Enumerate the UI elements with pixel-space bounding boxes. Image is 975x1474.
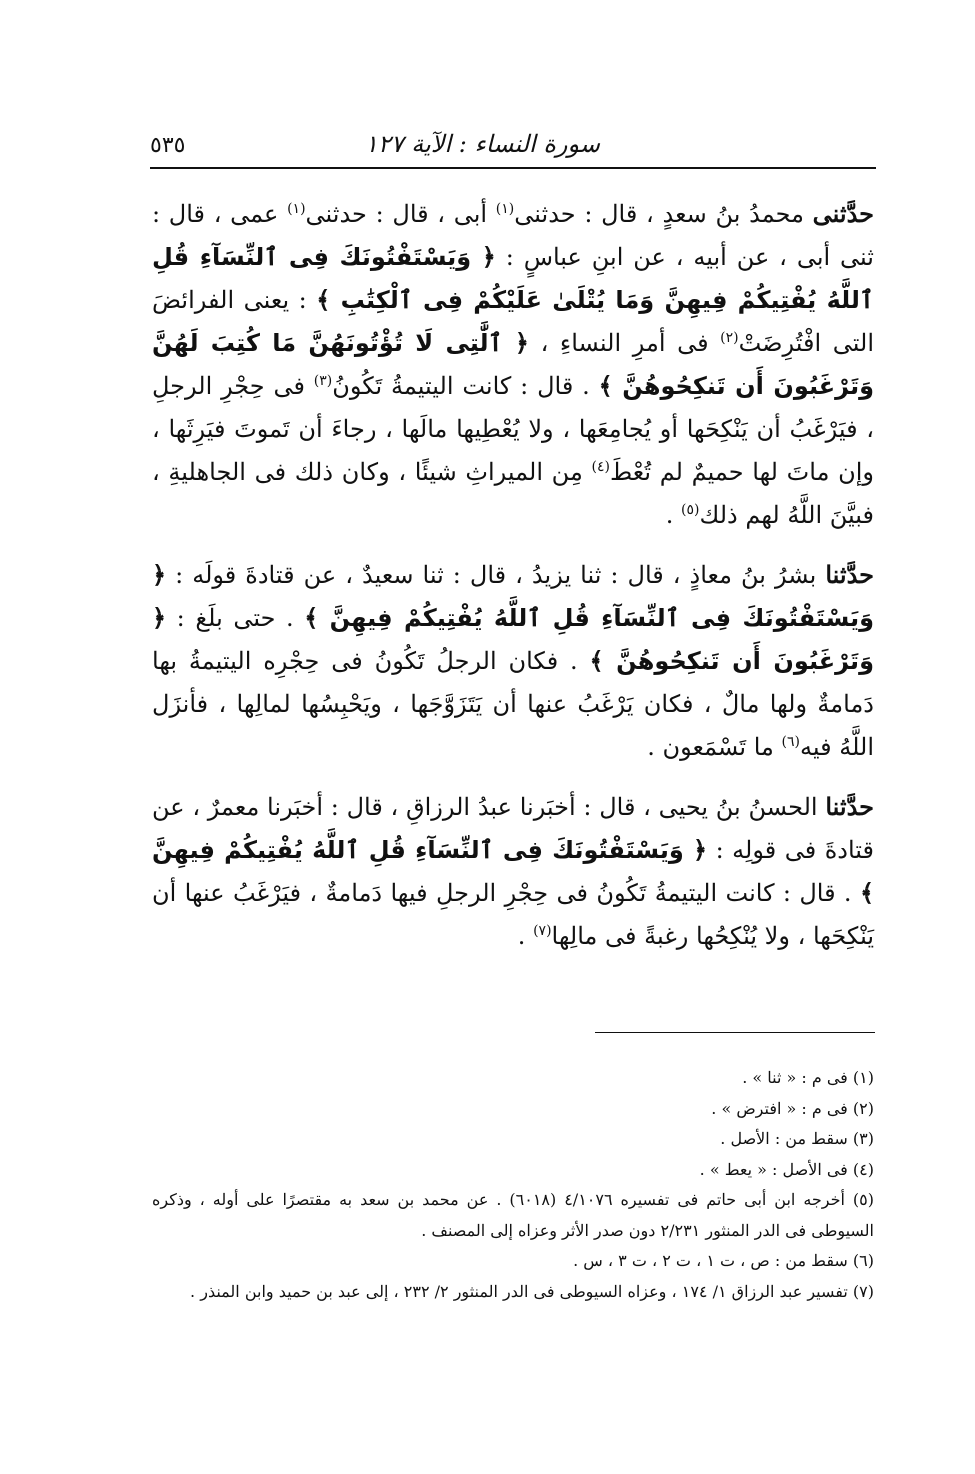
footnote-marker: (٦) (781, 734, 800, 750)
footnote: (٧) تفسير عبد الرزاق ١/ ١٧٤ ، وعزاه السيوطى فى الدر المنثور ٢/ ٢٣٢ ، إلى عبد بن حميد وابن المنذر . (190, 1281, 874, 1301)
narration-lead: حدَّثنا (825, 560, 874, 589)
paragraph (152, 785, 874, 958)
text-segment: . حتى بلَغ : (166, 604, 305, 632)
footnote: (٣) سقط من : الأصل . (720, 1129, 874, 1148)
footnote-marker: (٥) (681, 502, 700, 518)
quran-verse: ﴿ ٱلَّٰتِى لَا تُؤْتُونَهُنَّ مَا كُتِبَ لَهُنَّ وَتَرْغَبُونَ أَن تَنكِحُوهُنَّ ﴾ (152, 329, 874, 400)
quran-verse: ﴿ وَيَسْتَفْتُونَكَ فِى ٱلنِّسَآءِ قُلِ ٱللَّهُ يُفْتِيكُمْ فِيهِنَّ ﴾ (152, 836, 874, 907)
narration-lead: حدَّثنا (825, 792, 874, 821)
text-segment: الحسنُ بنُ يحيى ، قال : أخبَرنا عبدُ الرزاقِ ، قال : أخبَرنا معمرٌ ، عن قتادةَ فى قولِه : (152, 793, 875, 864)
footnote-marker: (١) (287, 201, 306, 217)
text-segment: مِن الميراثِ شيئًا ، وكان ذلك فى الجاهليةِ ، فبيَّنَ اللَّهُ لهم ذلك (152, 458, 874, 529)
page-header (150, 118, 876, 158)
text-segment: فى أمرِ النساءِ ، (529, 329, 721, 357)
header-rule (150, 167, 876, 169)
quran-verse: ﴿ وَيَسْتَفْتُونَكَ فِى ٱلنِّسَآءِ قُلِ ٱللَّهُ يُفْتِيكُمْ فِيهِنَّ وَمَا يُتْلَىٰ عَلَيْكُمْ فِى ٱلْكِتَٰبِ ﴾ (152, 243, 874, 314)
main-text (152, 192, 874, 958)
text-segment: عمى ، قال : ثنى أبى ، عن أبيه ، عن ابنِ عباسٍ : (152, 200, 874, 271)
page-number: ٥٣٥ (150, 133, 186, 158)
footnote: (١) فى م : « ثنا » . (742, 1068, 874, 1087)
footnotes (152, 1063, 874, 1307)
text-segment: . (517, 922, 534, 950)
text-segment: بشرُ بنُ معاذٍ ، قال : ثنا يزيدُ ، قال : ثنا سعيدٌ ، عن قتادةَ قولَه : (166, 561, 826, 589)
footnote: (٦) سقط من : ص ، ت ١ ، ت ٢ ، ت ٣ ، س . (573, 1251, 874, 1270)
footnote-marker: (٧) (533, 923, 552, 939)
footnote-marker: (٢) (720, 330, 739, 346)
text-segment: ما تَسْمَعون . (647, 733, 782, 761)
quran-verse: ﴿ وَيَسْتَفْتُونَكَ فِى ٱلنِّسَآءِ قُلِ ٱللَّهُ يُفْتِيكُمْ فِيهِنَّ ﴾ (152, 561, 874, 632)
paragraph (152, 553, 874, 769)
text-segment: . فكان الرجلُ تَكُونُ فى حِجْرِه اليتيمةُ بها دَمامةٌ ولها مالٌ ، فكان يَرْغَبُ عنها أن يَتَزَوَّجَها ، ويَحْبِسُها لمالِها ، فأنزَل اللَّهُ فيه (152, 647, 874, 761)
text-segment: : يعنى الفرائضَ التى افْتُرِضَتْ (152, 286, 874, 357)
quran-verse: ﴿ وَتَرْغَبُونَ أَن تَنكِحُوهُنَّ ﴾ (152, 604, 874, 675)
paragraph (152, 192, 874, 537)
footnote: (٤) فى الأصل : « يعط » . (699, 1159, 874, 1179)
text-segment: . قال : كانت اليتيمةُ تَكُونُ (332, 372, 599, 400)
footnote-marker: (١) (495, 201, 515, 217)
text-segment: . (665, 501, 682, 529)
text-segment: . قال : كانت اليتيمةُ تَكُونُ فى حِجْرِ الرجلِ فيها دَمامةٌ ، فيَرْغَبُ عنها أن يَنْكِحَها ، ولا يُنْكِحُها رغبةً فى مالِها (152, 879, 874, 950)
footnote-rule (595, 1032, 875, 1033)
running-title: سورة النساء : الآية ١٢٧ (364, 130, 600, 158)
footnote: (٢) فى م : « افترض » . (711, 1098, 874, 1118)
narration-lead: حدَّثنى (812, 199, 874, 228)
footnote-marker: (٣) (313, 373, 333, 389)
text-segment: محمدُ بنُ سعدٍ ، قال : حدثنى (514, 200, 813, 228)
footnote-marker: (٤) (591, 459, 610, 475)
text-segment: أبى ، قال : حدثنى (305, 200, 496, 228)
footnote: (٥) أخرجه ابن أبى حاتم فى تفسيره ٤/١٠٧٦ (٦٠١٨) . عن محمد بن سعد به مقتصرًا على أوله ، وذكره السيوطى فى الدر المنثور ٢/٢٣١ دون صدر الأثر وعزاه إلى المصنف . (152, 1190, 875, 1240)
text-segment: فى حِجْرِ الرجلِ ، فيَرْغَبُ أن يَنْكِحَها أو يُجامِعَها ، ولا يُعْطِيها مالَها ، رجاءَ أن تَموتَ فيَرِثَها ، وإن ماتَ لها حميمٌ لم تُعْطَ (152, 372, 875, 486)
